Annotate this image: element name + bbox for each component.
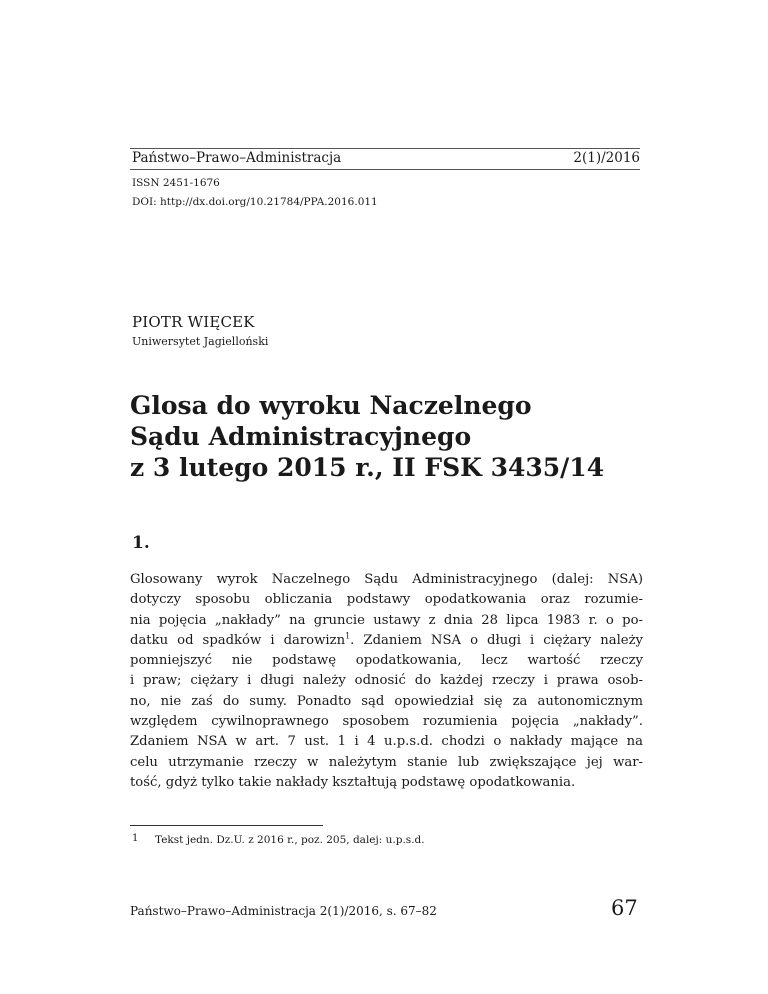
paragraph-line: i praw; ciężary i długi należy odnosić do każdej rzeczy i prawa osob- bbox=[130, 673, 643, 689]
line-text: . Zdaniem NSA o długi i ciężary należy bbox=[350, 632, 643, 648]
footer-citation: Państwo–Prawo–Administracja 2(1)/2016, s. 67–82 bbox=[130, 904, 437, 918]
footnote-rule bbox=[130, 825, 323, 826]
issue-number: 2(1)/2016 bbox=[573, 150, 640, 166]
page-number: 67 bbox=[611, 896, 638, 920]
title-line: Glosa do wyroku Naczelnego bbox=[130, 391, 532, 420]
paragraph-line: pomniejszyć nie podstawę opodatkowania, lecz wartość rzeczy bbox=[130, 653, 643, 669]
paragraph-line: tość, gdyż tylko takie nakłady kształtują podstawę opodatkowania. bbox=[130, 774, 576, 790]
author-name: PIOTR WIĘCEK bbox=[132, 313, 255, 331]
paragraph-line: dotyczy sposobu obliczania podstawy opodatkowania oraz rozumie- bbox=[130, 592, 643, 608]
title-line: Sądu Administracyjnego bbox=[130, 422, 472, 451]
journal-name: Państwo–Prawo–Administracja bbox=[132, 150, 342, 166]
paragraph-line: nia pojęcia „nakłady” na gruncie ustawy z dnia 28 lipca 1983 r. o po- bbox=[130, 612, 643, 628]
paragraph-line: Zdaniem NSA w art. 7 ust. 1 i 4 u.p.s.d. chodzi o nakłady mające na bbox=[130, 734, 643, 750]
author-affiliation: Uniwersytet Jagielloński bbox=[132, 335, 269, 348]
line-text: datku od spadków i darowizn bbox=[130, 632, 346, 648]
footnote-text: Tekst jedn. Dz.U. z 2016 r., poz. 205, dalej: u.p.s.d. bbox=[155, 834, 425, 846]
issn: ISSN 2451-1676 bbox=[132, 177, 220, 189]
doi: DOI: http://dx.doi.org/10.21784/PPA.2016.011 bbox=[132, 196, 378, 208]
paragraph-line: Glosowany wyrok Naczelnego Sądu Administracyjnego (dalej: NSA) bbox=[130, 572, 643, 587]
paragraph-line bbox=[130, 631, 643, 651]
section-number: 1. bbox=[132, 533, 150, 553]
article-title bbox=[130, 390, 650, 483]
paragraph-line: względem cywilnoprawnego sposobem rozumienia pojęcia „nakłady”. bbox=[130, 714, 643, 730]
footnote-reference[interactable]: 1 bbox=[345, 631, 351, 641]
paragraph-line: no, nie zaś do sumy. Ponadto sąd opowiedział się za autonomicznym bbox=[130, 693, 643, 709]
body-paragraph bbox=[130, 570, 643, 793]
title-line: z 3 lutego 2015 r., II FSK 3435/14 bbox=[130, 453, 605, 482]
footnote-number: 1 bbox=[132, 833, 139, 844]
paragraph-line: celu utrzymanie rzeczy w należytym stanie lub zwiększające jej war- bbox=[130, 754, 643, 770]
